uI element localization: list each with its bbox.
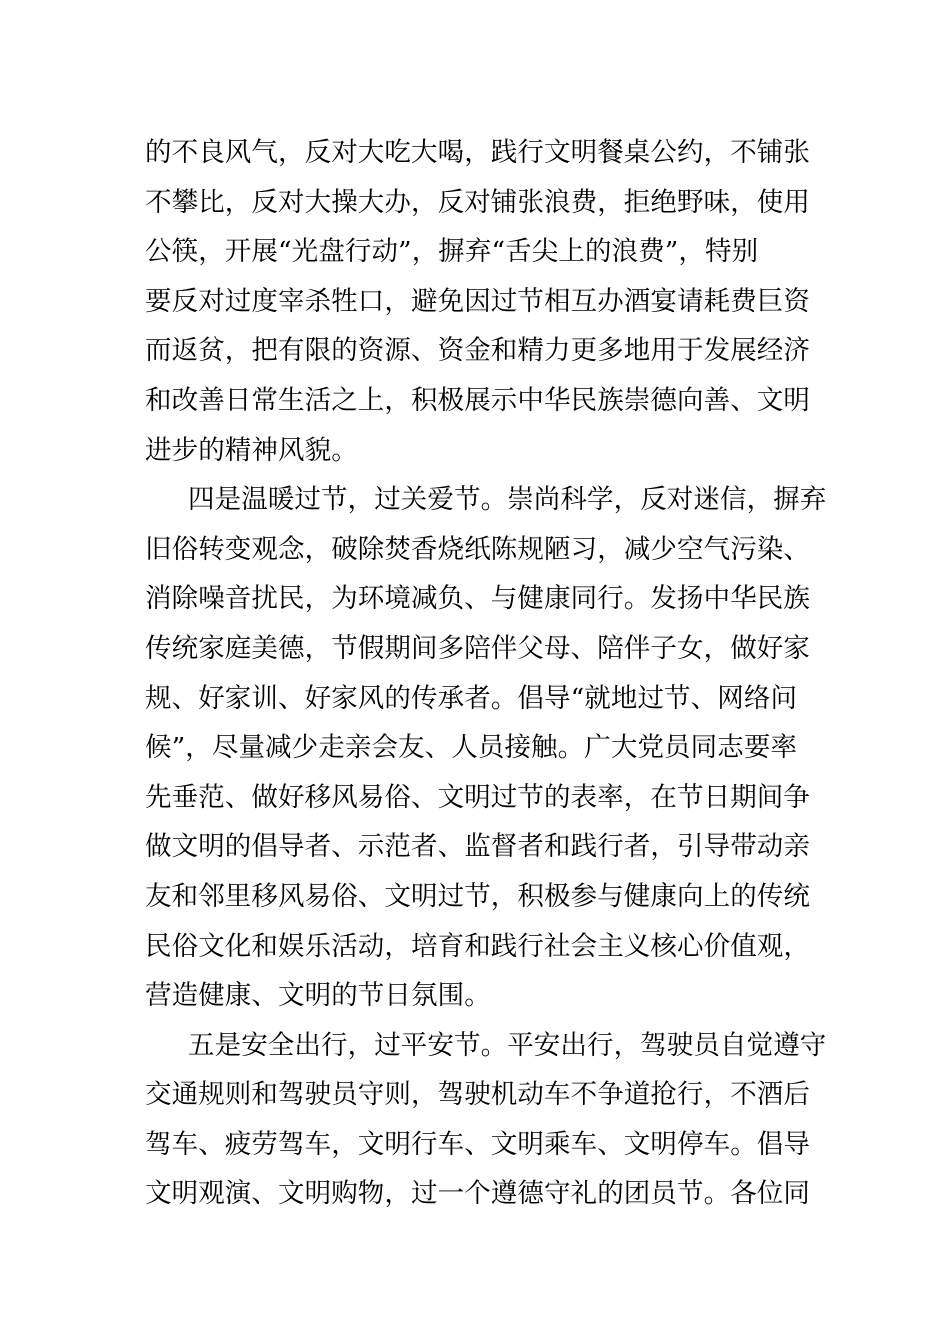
text-line: 的不良风气，反对大吃大喝，践行文明餐桌公约，不铺张 [145,137,810,168]
text-line: 旧俗转变观念，破除焚香烧纸陈规陋习，减少空气污染、 [145,533,810,565]
text-line: 营造健康、文明的节日氛围。 [145,980,491,1012]
text-line: 交通规则和驾驶员守则，驾驶机动车不争道抢行，不酒后 [145,1079,810,1111]
text-line: 进步的精神风貌。 [145,434,358,466]
text-line-first: 四是温暖过节，过关爱节。崇尚科学，反对迷信，摒弃 [188,484,827,516]
text-line: 不攀比，反对大操大办，反对铺张浪费，拒绝野味，使用 [145,186,810,218]
text-line: 驾车、疲劳驾车，文明行车、文明乘车、文明停车。倡导 [145,1128,810,1160]
body-text [145,128,827,1219]
text-line: 而返贫，把有限的资源、资金和精力更多地用于发展经济 [145,335,810,367]
text-line: 友和邻里移风易俗、文明过节，积极参与健康向上的传统 [145,880,810,912]
text-line: 要反对过度宰杀牲口，避免因过节相互办酒宴请耗费巨资 [145,285,810,317]
text-line: 公筷，开展“光盘行动”，摒弃“舌尖上的浪费”，特别 [145,236,759,268]
text-line: 文明观演、文明购物，过一个遵德守礼的团员节。各位同 [145,1178,810,1210]
text-line: 候”，尽量减少走亲会友、人员接触。广大党员同志要率 [145,732,798,764]
text-line: 民俗文化和娱乐活动，培育和践行社会主义核心价值观， [145,930,810,962]
paragraph-2 [145,475,827,1021]
text-line-first: 五是安全出行，过平安节。平安出行，驾驶员自觉遵守 [188,1029,827,1061]
text-line: 传统家庭美德，节假期间多陪伴父母、陪伴子女，做好家 [145,632,810,664]
text-line: 规、好家训、好家风的传承者。倡导“就地过节、网络问 [145,682,798,714]
text-line: 和改善日常生活之上，积极展示中华民族崇德向善、文明 [145,384,810,416]
text-line: 做文明的倡导者、示范者、监督者和践行者，引导带动亲 [145,831,810,863]
paragraph-1 [145,128,810,475]
paragraph-3 [145,1021,827,1219]
text-line: 消除噪音扰民，为环境减负、与健康同行。发扬中华民族 [145,583,810,615]
text-line: 先垂范、做好移风易俗、文明过节的表率，在节日期间争 [145,781,810,813]
